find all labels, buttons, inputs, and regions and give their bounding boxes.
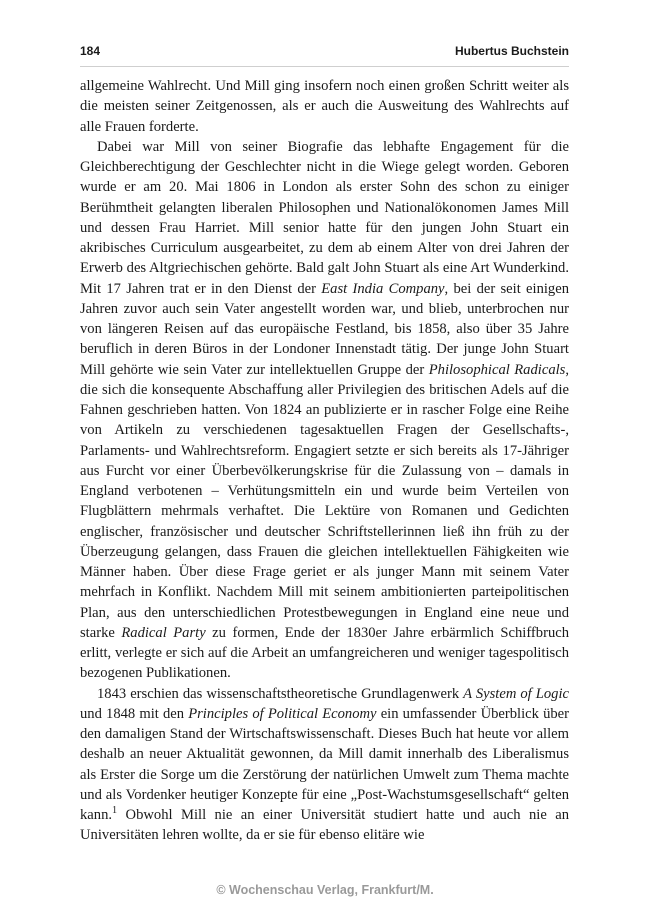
italic-title: Radical Party: [121, 624, 206, 641]
page-number: 184: [80, 44, 101, 58]
italic-title: East India Company: [321, 280, 445, 297]
italic-title: A System of Logic: [463, 685, 569, 702]
text-run: Dabei war Mill von seiner Biografie das lebhafte Engagement für die Gleichberechtigung der Geschlechter nicht in die Wiege gelegt worden. Geboren wurde er am 20. Mai 1806 in London als erster Sohn des schon zu einiger Berühmtheit gelangten liberalen Philosophen und Nationalökonomen James Mill und dessen Frau Harriet. Mill senior hatte für den jungen John Stuart ein akribisches Curriculum ausgearbeitet, zu dem ab einem Alter von drei Jahren der Erwerb des Altgriechischen gehörte. Bald galt John Stuart als eine Art Wunderkind. Mit 17 Jahren trat er in den Dienst der: [80, 138, 569, 297]
header-divider: [80, 66, 569, 67]
text-run: allgemeine Wahlrecht. Und Mill ging insofern noch einen großen Schritt weiter als die meisten seiner Zeitgenossen, als er auch die Ausweitung des Wahlrechts auf alle Frauen forderte.: [80, 78, 569, 135]
body-text: [80, 76, 569, 846]
paragraph: [80, 76, 569, 137]
text-run: und 1848 mit den: [80, 705, 189, 722]
footnote-ref: 1: [112, 805, 118, 817]
text-run: , bei der seit einigen Jahren zuvor auch sein Vater angestellt worden war, und blieb, unterbrochen nur von längeren Reisen auf das europäische Festland, bis 1858, also über 35 Jahre beruflich in deren Büros in der Londoner Innenstadt tätig. Der junge John Stuart Mill gehörte wie sein Vater zur intellektuellen Gruppe der: [80, 280, 569, 378]
running-header: [80, 40, 569, 62]
text-run: zu formen, Ende der 1830er Jahre erbärmlich Schiffbruch erlitt, verlegte er sich auf die Arbeit an umfangreicheren und weniger tagespolitisch bezogenen Publikationen.: [80, 624, 570, 682]
text-run: ein umfassender Überblick über den damaligen Stand der Wirtschaftswissenschaft. Dieses Buch hat heute vor allem deshalb an neuer Aktualität gewonnen, da Mill damit innerhalb des Liberalismus als Erster die Sorge um die Zerstörung der natürlichen Umwelt zum Thema machte und als Vordenker heutiger Konzepte für eine „Post-Wachstumsgesellschaft“ gelten kann.: [80, 705, 569, 823]
running-header-author: Hubertus Buchstein: [454, 44, 569, 58]
text-run: , die sich die konsequente Abschaffung aller Privilegien des britischen Adels auf die Fahnen geschrieben hatten. Von 1824 an publizierte er in rascher Folge eine Reihe von Artikeln zu verschiedenen tagesaktuellen Fragen der Gesellschafts-, Parlaments- und Wahlrechtsreform. Engagiert setzte er sich bereits als 17-Jähriger aus Furcht vor einer Überbevölkerungskrise für die Zulassung von – damals in England verbotenen – Verhütungsmitteln ein und wurde beim Verteilen von Flugblättern mehrmals verhaftet. Die Lektüre von Romanen und Gedichten englischer, französischer und deutscher Schriftstellerinnen ließ ihn früh zu der Überzeugung gelangen, dass Frauen die gleichen intellektuellen Fähigkeiten wie Männer haben. Über diese Frage geriet er als junger Mann mit seinem Vater mehrfach in Konflikt. Nachdem Mill mit seinem ambitionierten parteipolitischen Plan, aus den unterschiedlichen Protestbewegungen in England eine neue und starke: [80, 361, 569, 641]
text-run: Obwohl Mill nie an einer Universität studiert hatte und auch nie an Universitäten lehren wollte, da er sie für ebenso elitäre wie: [80, 807, 569, 844]
publisher-footer: © Wochenschau Verlag, Frankfurt/M.: [216, 883, 434, 897]
italic-title: Philosophical Radicals: [428, 361, 566, 378]
italic-title: Principles of Political Economy: [188, 705, 377, 722]
paragraph: [80, 684, 569, 846]
paragraph: [80, 137, 569, 684]
text-run: 1843 erschien das wissenschaftstheoretische Grundlagenwerk: [97, 685, 464, 702]
